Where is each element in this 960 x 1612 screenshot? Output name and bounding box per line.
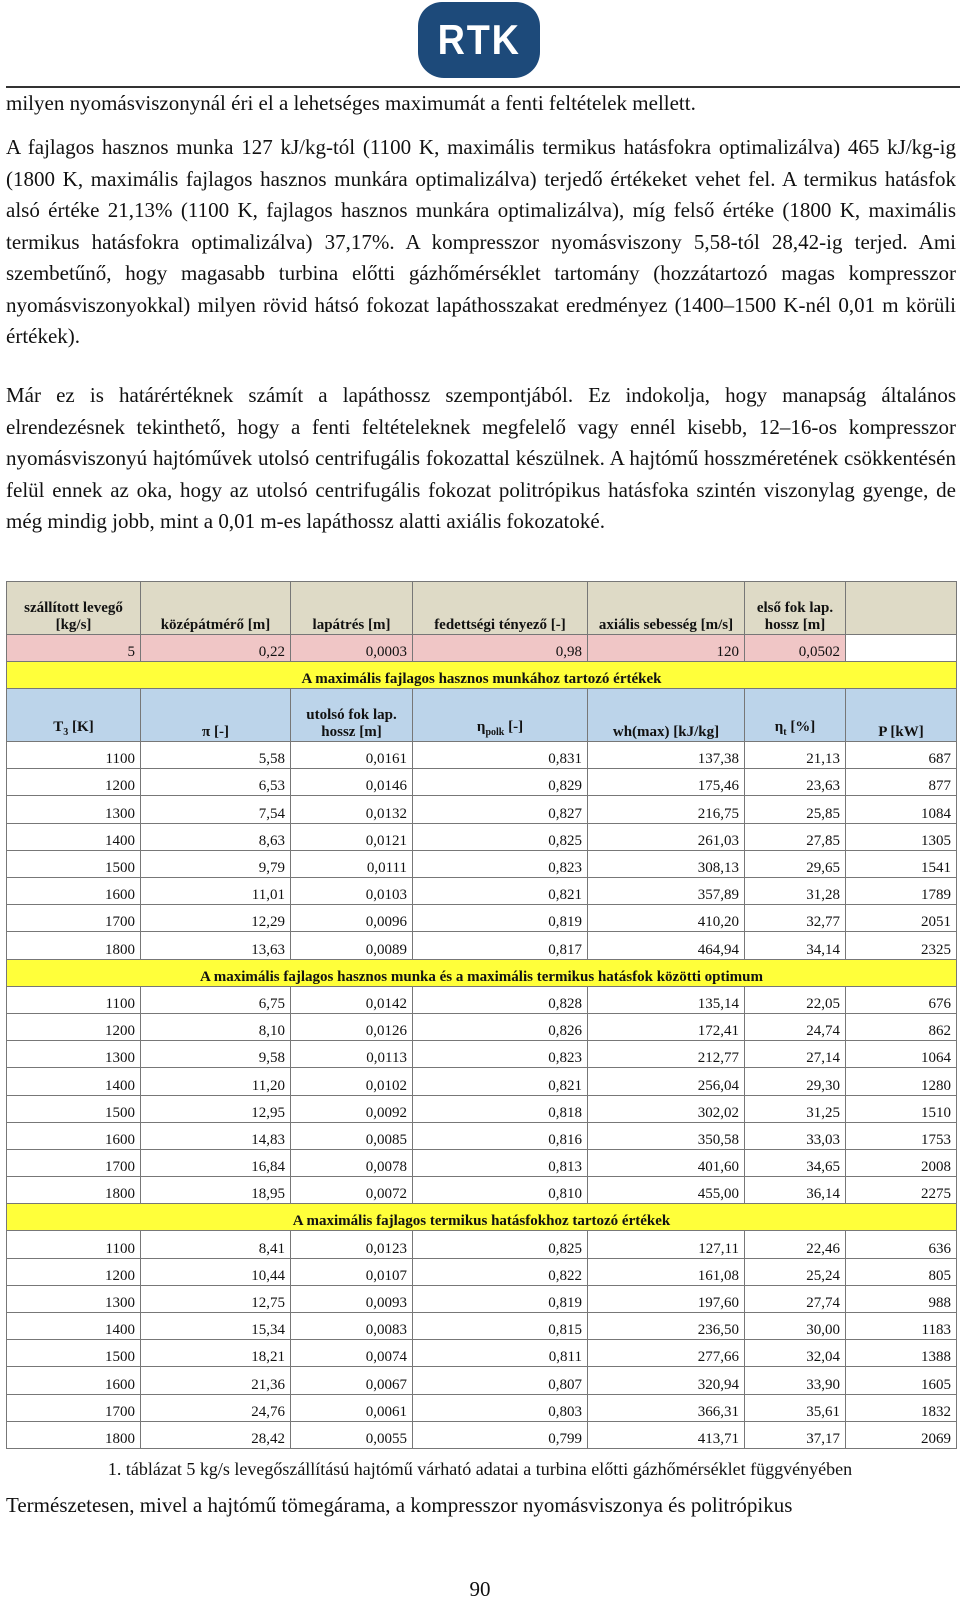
input-value-cell: 5 [7, 634, 141, 661]
table-cell: 1100 [7, 1231, 141, 1258]
result-header-cell [7, 689, 141, 742]
table-cell: 2008 [846, 1149, 957, 1176]
table-cell: 9,79 [141, 850, 291, 877]
table-cell: 34,65 [745, 1149, 846, 1176]
table-cell: 1789 [846, 878, 957, 905]
empty-value-cell [846, 634, 957, 661]
table-cell: 175,46 [588, 769, 745, 796]
table-cell: 12,75 [141, 1285, 291, 1312]
table-cell: 1500 [7, 850, 141, 877]
table-cell: 236,50 [588, 1313, 745, 1340]
result-header-row [7, 689, 957, 742]
table-row [7, 1041, 957, 1068]
table-cell: 8,41 [141, 1231, 291, 1258]
table-cell: 0,0146 [291, 769, 413, 796]
table-cell: 636 [846, 1231, 957, 1258]
table-row [7, 823, 957, 850]
table-cell: 31,25 [745, 1095, 846, 1122]
table-cell: 7,54 [141, 796, 291, 823]
table-cell: 22,46 [745, 1231, 846, 1258]
table-cell: 676 [846, 986, 957, 1013]
table-cell: 0,816 [413, 1122, 588, 1149]
table-cell: 1200 [7, 769, 141, 796]
table-cell: 1084 [846, 796, 957, 823]
table-cell: 413,71 [588, 1421, 745, 1448]
table-cell: 24,76 [141, 1394, 291, 1421]
input-header-cell: lapátrés [m] [291, 582, 413, 635]
table-cell: 308,13 [588, 850, 745, 877]
table-row [7, 1231, 957, 1258]
table-cell: 0,831 [413, 742, 588, 769]
table-cell: 0,807 [413, 1367, 588, 1394]
table-cell: 127,11 [588, 1231, 745, 1258]
table-cell: 687 [846, 742, 957, 769]
table-cell: 0,0096 [291, 905, 413, 932]
table-cell: 0,0113 [291, 1041, 413, 1068]
result-header-cell [141, 689, 291, 742]
table-cell: 216,75 [588, 796, 745, 823]
table-cell: 0,0089 [291, 932, 413, 959]
table-row [7, 1122, 957, 1149]
table-cell: 1300 [7, 1041, 141, 1068]
table-cell: 1605 [846, 1367, 957, 1394]
header-text: η [774, 719, 784, 736]
table-cell: 212,77 [588, 1041, 745, 1068]
table-cell: 1200 [7, 1013, 141, 1040]
input-value-cell: 0,22 [141, 634, 291, 661]
table-cell: 0,0142 [291, 986, 413, 1013]
table-cell: 10,44 [141, 1258, 291, 1285]
table-cell: 0,825 [413, 1231, 588, 1258]
table-cell: 1600 [7, 878, 141, 905]
table-cell: 34,14 [745, 932, 846, 959]
header-text: 3 [63, 727, 69, 739]
table-cell: 1183 [846, 1313, 957, 1340]
table-cell: 0,0161 [291, 742, 413, 769]
table-cell: 1753 [846, 1122, 957, 1149]
table-cell: 1500 [7, 1340, 141, 1367]
table-cell: 1510 [846, 1095, 957, 1122]
section-title: A maximális fajlagos hasznos munkához tartozó értékek [7, 662, 957, 689]
table-row [7, 905, 957, 932]
table-cell: 0,0072 [291, 1177, 413, 1204]
table-cell: 0,828 [413, 986, 588, 1013]
table-cell: 1300 [7, 796, 141, 823]
input-header-cell: szállított levegő [kg/s] [7, 582, 141, 635]
table-cell: 1541 [846, 850, 957, 877]
table-cell: 0,826 [413, 1013, 588, 1040]
table-cell: 350,58 [588, 1122, 745, 1149]
input-value-cell: 0,0003 [291, 634, 413, 661]
table-cell: 277,66 [588, 1340, 745, 1367]
table-cell: 33,03 [745, 1122, 846, 1149]
table-cell: 1700 [7, 1149, 141, 1176]
table-cell: 15,34 [141, 1313, 291, 1340]
table-row [7, 850, 957, 877]
header-text: P [kW] [878, 724, 924, 741]
table-cell: 366,31 [588, 1394, 745, 1421]
table-row [7, 1340, 957, 1367]
result-header-cell [745, 689, 846, 742]
table-row [7, 1285, 957, 1312]
header-text: [%] [786, 719, 816, 736]
table-cell: 0,0074 [291, 1340, 413, 1367]
table-cell: 0,811 [413, 1340, 588, 1367]
table-cell: 0,0055 [291, 1421, 413, 1448]
table-row [7, 1394, 957, 1421]
table-cell: 30,00 [745, 1313, 846, 1340]
result-header-cell [588, 689, 745, 742]
table-cell: 0,821 [413, 878, 588, 905]
table-cell: 25,85 [745, 796, 846, 823]
page-number: 90 [469, 1577, 491, 1601]
table-cell: 0,0078 [291, 1149, 413, 1176]
table-cell: 0,823 [413, 1041, 588, 1068]
table-cell: 12,95 [141, 1095, 291, 1122]
table-cell: 0,819 [413, 905, 588, 932]
table-cell: 0,827 [413, 796, 588, 823]
table-cell: 1305 [846, 823, 957, 850]
table-cell: 1832 [846, 1394, 957, 1421]
table-cell: 862 [846, 1013, 957, 1040]
header-text: η [476, 719, 486, 736]
input-header-cell: fedettségi tényező [-] [413, 582, 588, 635]
table-cell: 33,90 [745, 1367, 846, 1394]
table-cell: 261,03 [588, 823, 745, 850]
empty-header-cell [846, 582, 957, 635]
table-cell: 805 [846, 1258, 957, 1285]
input-value-cell: 0,0502 [745, 634, 846, 661]
header-text: π [-] [202, 724, 229, 741]
table-cell: 161,08 [588, 1258, 745, 1285]
table-cell: 23,63 [745, 769, 846, 796]
table-cell: 0,0092 [291, 1095, 413, 1122]
table-cell: 0,0121 [291, 823, 413, 850]
header-text: wh(max) [kJ/kg] [612, 724, 720, 741]
table-cell: 21,13 [745, 742, 846, 769]
table-cell: 28,42 [141, 1421, 291, 1448]
table-cell: 31,28 [745, 878, 846, 905]
table-cell: 0,799 [413, 1421, 588, 1448]
table-cell: 0,821 [413, 1068, 588, 1095]
table-cell: 0,829 [413, 769, 588, 796]
header-text: [K] [68, 719, 94, 736]
input-header-cell: első fok lap. hossz [m] [745, 582, 846, 635]
table-cell: 877 [846, 769, 957, 796]
table-row [7, 1367, 957, 1394]
table-cell: 6,53 [141, 769, 291, 796]
section-title-row [7, 662, 957, 689]
table-cell: 27,74 [745, 1285, 846, 1312]
table-cell: 0,0061 [291, 1394, 413, 1421]
table-cell: 8,63 [141, 823, 291, 850]
table-cell: 24,74 [745, 1013, 846, 1040]
table-cell: 1400 [7, 823, 141, 850]
table-cell: 302,02 [588, 1095, 745, 1122]
table-cell: 13,63 [141, 932, 291, 959]
table-cell: 1400 [7, 1068, 141, 1095]
table-cell: 18,21 [141, 1340, 291, 1367]
table-cell: 0,0067 [291, 1367, 413, 1394]
table-cell: 0,0093 [291, 1285, 413, 1312]
header-text: utolsó fok lap. hossz [m] [306, 707, 397, 741]
section-title-row [7, 959, 957, 986]
table-cell: 1700 [7, 905, 141, 932]
table-cell: 9,58 [141, 1041, 291, 1068]
table-cell: 25,24 [745, 1258, 846, 1285]
table-cell: 1700 [7, 1394, 141, 1421]
table-cell: 0,810 [413, 1177, 588, 1204]
table-cell: 22,05 [745, 986, 846, 1013]
table-cell: 29,65 [745, 850, 846, 877]
table-cell: 410,20 [588, 905, 745, 932]
table-cell: 1800 [7, 932, 141, 959]
section-title: A maximális fajlagos hasznos munka és a maximális termikus hatásfok közötti optimum [7, 959, 957, 986]
paragraph-top: milyen nyomásviszonynál éri el a lehetséges maximumát a fenti feltételek mellett. [6, 91, 696, 115]
table-cell: 29,30 [745, 1068, 846, 1095]
table-row [7, 742, 957, 769]
table-cell: 256,04 [588, 1068, 745, 1095]
table-cell: 1064 [846, 1041, 957, 1068]
table-row [7, 769, 957, 796]
table-row [7, 932, 957, 959]
table-cell: 1100 [7, 986, 141, 1013]
input-header-cell: axiális sebesség [m/s] [588, 582, 745, 635]
table-cell: 5,58 [141, 742, 291, 769]
paragraph-2: Már ez is határértéknek számít a lapáthossz szempontjából. Ez indokolja, hogy manapság általános elrendezésnek tekinthető, hogy a fenti feltételeknek megfelelő vagy ennél kisebb, 12–16-os kompresszor nyomásviszonyú hajtóművek utolsó centrifugális fokozattal készülnek. A hajtómű hosszméretének csökkentésén felül ennek az oka, hogy az utolsó centrifugális fokozat politrópikus hatásfoka szintén viszonylag gyenge, de még mindig jobb, mint a 0,01 m-es lapáthossz alatti axiális fokozatoké. [6, 383, 956, 533]
table-cell: 357,89 [588, 878, 745, 905]
table-cell: 21,36 [141, 1367, 291, 1394]
table-cell: 197,60 [588, 1285, 745, 1312]
table-cell: 2069 [846, 1421, 957, 1448]
table-cell: 11,01 [141, 878, 291, 905]
table-cell: 1100 [7, 742, 141, 769]
table-cell: 137,38 [588, 742, 745, 769]
table-cell: 0,0123 [291, 1231, 413, 1258]
table-cell: 401,60 [588, 1149, 745, 1176]
table-cell: 0,0107 [291, 1258, 413, 1285]
table-cell: 18,95 [141, 1177, 291, 1204]
rtk-logo: RTK [418, 2, 540, 78]
table-cell: 37,17 [745, 1421, 846, 1448]
input-value-cell: 120 [588, 634, 745, 661]
table-cell: 0,803 [413, 1394, 588, 1421]
table-cell: 0,819 [413, 1285, 588, 1312]
table-cell: 0,813 [413, 1149, 588, 1176]
table-cell: 320,94 [588, 1367, 745, 1394]
table-cell: 14,83 [141, 1122, 291, 1149]
table-row [7, 1068, 957, 1095]
table-cell: 0,0085 [291, 1122, 413, 1149]
table-cell: 0,822 [413, 1258, 588, 1285]
table-cell: 1800 [7, 1421, 141, 1448]
result-header-cell [413, 689, 588, 742]
data-table [6, 581, 957, 1449]
table-cell: 36,14 [745, 1177, 846, 1204]
table-cell: 0,0132 [291, 796, 413, 823]
table-cell: 11,20 [141, 1068, 291, 1095]
table-cell: 1400 [7, 1313, 141, 1340]
table-row [7, 1258, 957, 1285]
header-text: [-] [504, 719, 524, 736]
paragraph-last: Természetesen, mivel a hajtómű tömegárama, a kompresszor nyomásviszonya és politrópikus [6, 1493, 793, 1517]
table-body [7, 582, 957, 1449]
table-cell: 988 [846, 1285, 957, 1312]
table-cell: 0,0126 [291, 1013, 413, 1040]
paragraph-1: A fajlagos hasznos munka 127 kJ/kg-tól (1100 K, maximális termikus hatásfokra optimalizálva) 465 kJ/kg-ig (1800 K, maximális fajlagos hasznos munkára optimalizálva) terjedő értékeket vehet fel. A termikus hatásfok alsó értéke 21,13% (1100 K, fajlagos hasznos munkára optimalizálva), míg felső értéke (1800 K, maximális termikus hatásfokra optimalizálva) 37,17%. A kompresszor nyomásviszony 5,58-tól 28,42-ig terjed. Ami szembetűnő, hogy magasabb turbina előtti gázhőmérséklet tartomány (hozzátartozó magas kompresszor nyomásviszonyokkal) milyen rövid hátsó fokozat lapáthosszakat eredményez (1400–1500 K-nél 0,01 m körüli értékek). [6, 135, 956, 348]
table-cell: 1200 [7, 1258, 141, 1285]
table-cell: 32,04 [745, 1340, 846, 1367]
input-value-row [7, 634, 957, 661]
table-caption: 1. táblázat 5 kg/s levegőszállítású hajtómű várható adatai a turbina előtti gázhőmérséklet függvényében [107, 1459, 853, 1479]
table-cell: 2275 [846, 1177, 957, 1204]
table-row [7, 1013, 957, 1040]
table-cell: 35,61 [745, 1394, 846, 1421]
table-cell: 1600 [7, 1367, 141, 1394]
section-title-row [7, 1204, 957, 1231]
table-cell: 32,77 [745, 905, 846, 932]
table-row [7, 1177, 957, 1204]
table-cell: 0,817 [413, 932, 588, 959]
table-cell: 1500 [7, 1095, 141, 1122]
table-cell: 1280 [846, 1068, 957, 1095]
table-cell: 135,14 [588, 986, 745, 1013]
table-cell: 172,41 [588, 1013, 745, 1040]
table-row [7, 986, 957, 1013]
table-row [7, 878, 957, 905]
table-cell: 6,75 [141, 986, 291, 1013]
table-cell: 12,29 [141, 905, 291, 932]
table-cell: 16,84 [141, 1149, 291, 1176]
table-row [7, 796, 957, 823]
table-cell: 0,0083 [291, 1313, 413, 1340]
table-cell: 0,825 [413, 823, 588, 850]
table-cell: 27,14 [745, 1041, 846, 1068]
table-cell: 0,0102 [291, 1068, 413, 1095]
table-cell: 2325 [846, 932, 957, 959]
table-cell: 0,0111 [291, 850, 413, 877]
table-row [7, 1313, 957, 1340]
input-header-row [7, 582, 957, 635]
table-cell: 0,815 [413, 1313, 588, 1340]
table-row [7, 1095, 957, 1122]
table-cell: 455,00 [588, 1177, 745, 1204]
table-row [7, 1149, 957, 1176]
table-cell: 1300 [7, 1285, 141, 1312]
table-cell: 0,823 [413, 850, 588, 877]
table-cell: 1800 [7, 1177, 141, 1204]
result-header-cell [291, 689, 413, 742]
table-cell: 8,10 [141, 1013, 291, 1040]
input-header-cell: középátmérő [m] [141, 582, 291, 635]
result-header-cell [846, 689, 957, 742]
header-text: t [783, 727, 787, 739]
table-cell: 27,85 [745, 823, 846, 850]
table-cell: 1388 [846, 1340, 957, 1367]
input-value-cell: 0,98 [413, 634, 588, 661]
table-cell: 0,0103 [291, 878, 413, 905]
table-cell: 0,818 [413, 1095, 588, 1122]
table-row [7, 1421, 957, 1448]
table-cell: 464,94 [588, 932, 745, 959]
header-text: T [53, 719, 64, 736]
section-title: A maximális fajlagos termikus hatásfokhoz tartozó értékek [7, 1204, 957, 1231]
table-cell: 2051 [846, 905, 957, 932]
table-cell: 1600 [7, 1122, 141, 1149]
header-text: polk [485, 727, 505, 739]
